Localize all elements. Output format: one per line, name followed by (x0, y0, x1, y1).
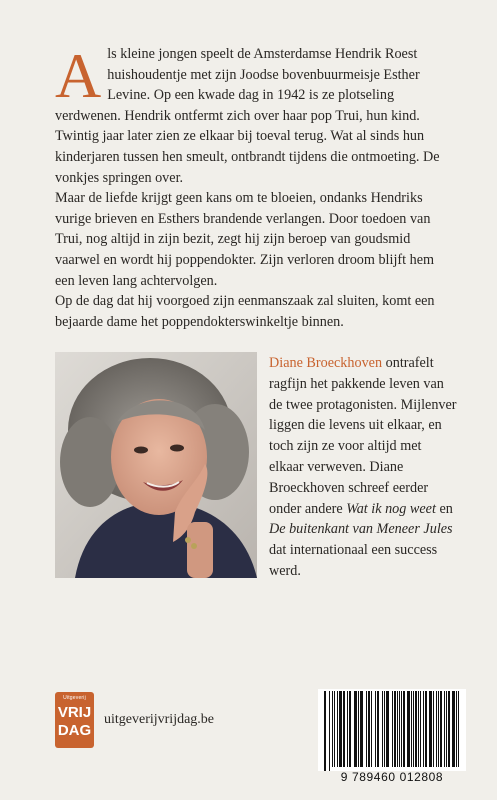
bio-text-3: dat internationaal een success werd. (269, 542, 438, 579)
barcode-bar (334, 691, 335, 767)
barcode-bar (448, 691, 450, 767)
book-title-1: Wat ik nog weet (346, 500, 436, 517)
barcode-bar (456, 691, 457, 767)
barcode-bar (392, 691, 393, 767)
barcode-bar (438, 691, 439, 767)
author-portrait-image (55, 352, 257, 578)
barcode-bar (324, 691, 326, 771)
publisher-logo (55, 692, 94, 748)
barcode-bar (371, 691, 372, 767)
barcode-bar (413, 691, 414, 767)
drop-cap: A (55, 40, 102, 111)
barcode-bar (377, 691, 379, 767)
barcode-bar (354, 691, 357, 767)
barcode-bar (407, 691, 410, 767)
barcode-bar (446, 691, 447, 767)
barcode-bar (425, 691, 427, 767)
barcode-bar (429, 691, 432, 767)
logo-line-2: DAG (57, 722, 92, 739)
barcode-bar (440, 691, 442, 767)
publisher-website: uitgeverijvrijdag.be (104, 712, 215, 727)
synopsis-text-1: ls kleine jongen speelt de Amsterdamse Hendrik Roest huishoudentje met zijn Joodse bovenbuurmeisje Esther Levine. Op een kwade dag in 1942 is ze plotseling verdwenen. Hendrik ontfermt zich over haar pop Trui, hun kind. Twintig jaar later zien ze elkaar bij toeval terug. Wat al sinds hun kinderjaren tussen hen smeult, ontbrandt tijdens die ontmoeting. De vonkjes springen over. (55, 46, 440, 186)
barcode-bar (399, 691, 400, 767)
barcode-bar (411, 691, 412, 767)
isbn-number: 9 789460 012808 (340, 770, 444, 784)
barcode-bar (349, 691, 351, 767)
author-name: Diane Broeckhoven (269, 355, 383, 371)
logo-line-1: VRIJ (57, 704, 92, 721)
barcode-bar (420, 691, 421, 767)
barcode-bar (394, 691, 396, 767)
synopsis-paragraph-3: Op de dag dat hij voorgoed zijn eenmanszaak zal sluiten, komt een bejaarde dame het poppendokterswinkeltje binnen. (55, 293, 435, 330)
synopsis (55, 40, 455, 332)
barcode-bar (436, 691, 437, 767)
barcode-bar (366, 691, 367, 767)
barcode-bar (418, 691, 419, 767)
logo-small-text: Uitgeverij (63, 695, 86, 701)
barcode-bar (458, 691, 459, 767)
barcode-bars (318, 689, 466, 771)
barcode-bar (329, 691, 330, 771)
barcode-bar (452, 691, 455, 767)
barcode-bar (337, 691, 338, 767)
barcode-bar (360, 691, 363, 767)
barcode-bar (347, 691, 348, 767)
barcode-bar (339, 691, 342, 767)
bio-text-1: ontrafelt ragfijn het pakkende leven van de twee protagonisten. Mijlenver liggen die levens uit elkaar, en toch zijn ze voor altijd met elkaar verweven. Diane Broeckhoven schreef eerder onder andere (269, 355, 457, 517)
author-bio-paragraph (269, 353, 459, 582)
barcode-bar (382, 691, 383, 767)
barcode (318, 689, 466, 771)
barcode-bar (368, 691, 370, 767)
barcode-bar (343, 691, 345, 767)
author-bio (269, 353, 459, 582)
barcode-bar (415, 691, 417, 767)
barcode-bar (403, 691, 405, 767)
author-photo (55, 352, 257, 578)
synopsis-paragraph-1 (55, 40, 455, 188)
barcode-bar (375, 691, 376, 767)
synopsis-paragraph-2: Maar de liefde krijgt geen kans om te bloeien, ondanks Hendriks vurige brieven en Esthers brandende verlangen. Door toedoen van Trui, nog altijd in zijn bezit, zegt hij zijn beroep van goudsmid vaarwel en wordt hij poppendokter. Zijn verloren droom blijft hem een leven lang achtervolgen. (55, 190, 435, 289)
barcode-bar (397, 691, 398, 767)
barcode-bar (386, 691, 389, 767)
book-title-2: De buitenkant van Meneer Jules (269, 521, 453, 538)
bio-text-2: en (435, 500, 453, 517)
barcode-bar (401, 691, 402, 767)
barcode-bar (358, 691, 359, 767)
barcode-bar (332, 691, 333, 767)
barcode-bar (423, 691, 424, 767)
barcode-bar (433, 691, 434, 767)
barcode-bar (384, 691, 385, 767)
barcode-bar (444, 691, 445, 767)
